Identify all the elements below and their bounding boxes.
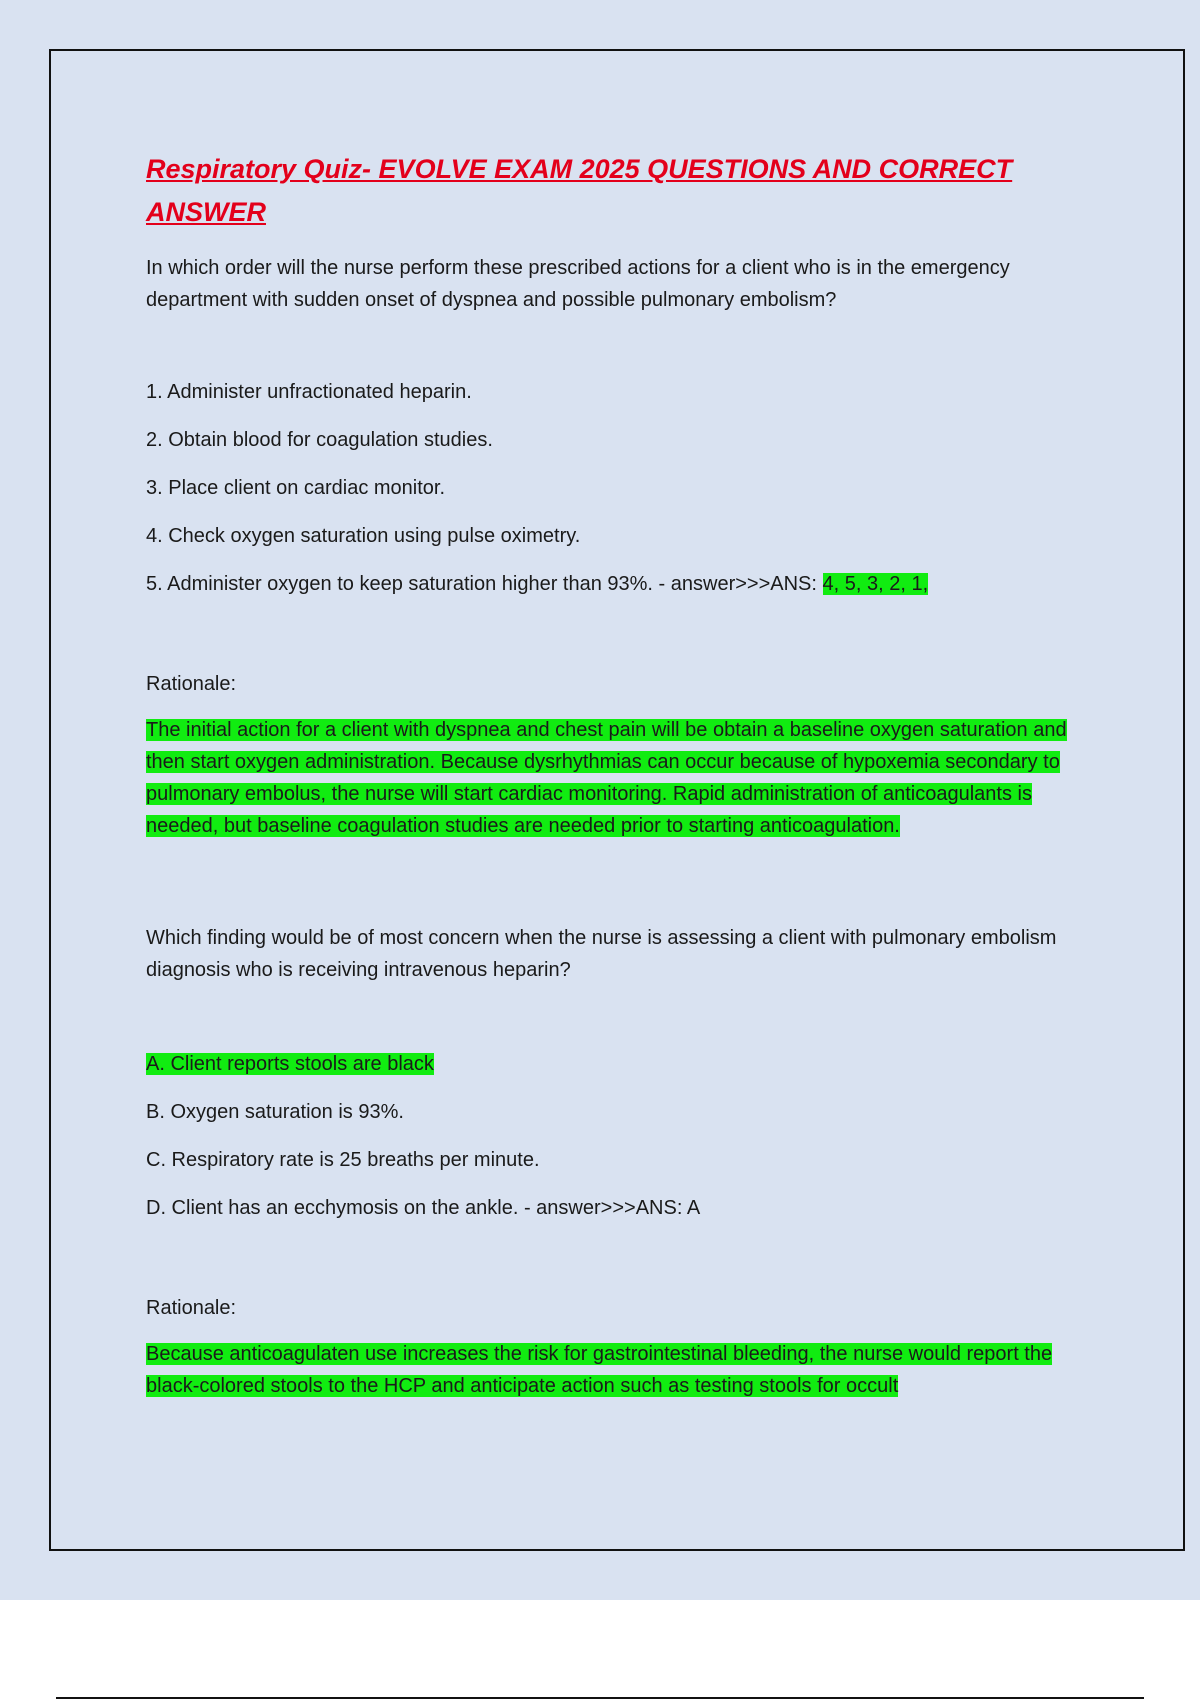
document-title: Respiratory Quiz- EVOLVE EXAM 2025 QUESTIONS AND CORRECT ANSWER [146,154,1013,227]
question-1-options [146,376,1106,616]
question-1-option: 3. Place client on cardiac monitor. [146,477,446,499]
question-1-rationale [146,714,1106,842]
question-1-rationale-text: The initial action for a client with dyspnea and chest pain will be obtain a baseline oxygen saturation and then start oxygen administration. Because dysrhythmias can occur because of hypoxemia secondary to pulmonary embolus, the nurse will start cardiac monitoring. Rapid administration of anticoagulants is needed, but baseline coagulation studies are needed prior to starting anticoagulation. [146,719,1067,837]
question-1-answer-highlight: 4, 5, 3, 2, 1, [822,573,929,595]
question-1-last-option [146,568,1106,616]
question-1-last-option-text: 5. Administer oxygen to keep saturation higher than 93%. - answer>>>ANS: [146,573,823,595]
question-2-correct-option [146,1048,1106,1096]
question-2-correct-option-text: A. Client reports stools are black [146,1053,434,1075]
question-1-option: 4. Check oxygen saturation using pulse oximetry. [146,525,581,547]
question-1-option: 2. Obtain blood for coagulation studies. [146,429,493,451]
question-2-rationale-label: Rationale: [146,1297,237,1319]
question-1-option: 1. Administer unfractionated heparin. [146,381,472,403]
footer-divider [56,1697,1144,1699]
question-2-option: B. Oxygen saturation is 93%. [146,1101,404,1123]
question-2-rationale-text: Because anticoagulaten use increases the risk for gastrointestinal bleeding, the nurse would report the black-colored stools to the HCP and anticipate action such as testing stools for occult [146,1343,1053,1397]
question-2-text: Which finding would be of most concern when the nurse is assessing a client with pulmonary embolism diagnosis who is receiving intravenous heparin? [146,927,1057,981]
question-2-options [146,1048,1106,1240]
question-1-text: In which order will the nurse perform these prescribed actions for a client who is in the emergency department with sudden onset of dyspnea and possible pulmonary embolism? [146,257,1010,311]
question-1-rationale-label: Rationale: [146,673,237,695]
question-2-option: C. Respiratory rate is 25 breaths per minute. [146,1149,540,1171]
question-2-option: D. Client has an ecchymosis on the ankle. - answer>>>ANS: A [146,1197,701,1219]
question-2-rationale [146,1338,1106,1402]
document-content [146,148,1106,1402]
